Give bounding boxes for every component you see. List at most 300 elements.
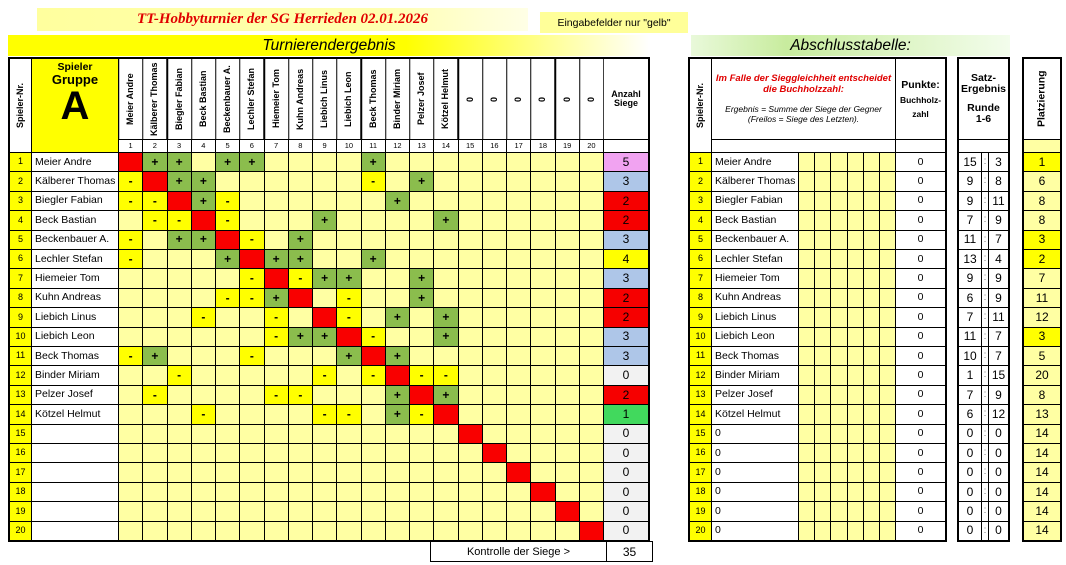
matrix-cell[interactable]: [143, 522, 166, 540]
matrix-cell[interactable]: [410, 522, 433, 540]
matrix-cell[interactable]: [192, 444, 215, 462]
round-input[interactable]: [880, 308, 895, 326]
matrix-cell[interactable]: [143, 425, 166, 443]
matrix-cell[interactable]: [216, 328, 239, 346]
round-input[interactable]: [831, 425, 846, 443]
matrix-cell[interactable]: [580, 328, 603, 346]
matrix-cell[interactable]: [168, 502, 191, 520]
matrix-cell[interactable]: [119, 502, 142, 520]
matrix-cell[interactable]: [119, 366, 142, 384]
matrix-cell[interactable]: +: [410, 269, 433, 287]
matrix-cell[interactable]: [240, 366, 263, 384]
matrix-cell[interactable]: +: [410, 289, 433, 307]
matrix-cell[interactable]: +: [143, 347, 166, 365]
matrix-cell[interactable]: [580, 172, 603, 190]
matrix-cell[interactable]: [507, 483, 530, 501]
matrix-cell[interactable]: [459, 347, 482, 365]
round-input[interactable]: [864, 250, 879, 268]
round-input[interactable]: [880, 444, 895, 462]
matrix-cell[interactable]: [119, 269, 142, 287]
matrix-cell[interactable]: [143, 308, 166, 326]
round-input[interactable]: [831, 328, 846, 346]
matrix-cell[interactable]: [386, 269, 409, 287]
round-input[interactable]: [799, 153, 814, 171]
matrix-cell[interactable]: [192, 425, 215, 443]
matrix-cell[interactable]: [362, 522, 385, 540]
matrix-cell[interactable]: -: [240, 231, 263, 249]
round-input[interactable]: [848, 444, 863, 462]
matrix-cell[interactable]: [119, 444, 142, 462]
round-input[interactable]: [799, 444, 814, 462]
round-input[interactable]: [799, 502, 814, 520]
matrix-cell[interactable]: [192, 502, 215, 520]
matrix-cell[interactable]: [240, 463, 263, 481]
matrix-cell[interactable]: -: [143, 211, 166, 229]
matrix-cell[interactable]: [459, 483, 482, 501]
matrix-cell[interactable]: [265, 425, 288, 443]
matrix-cell[interactable]: [289, 444, 312, 462]
matrix-cell[interactable]: [531, 463, 554, 481]
round-input[interactable]: [831, 405, 846, 423]
matrix-cell[interactable]: [459, 250, 482, 268]
matrix-cell[interactable]: [240, 211, 263, 229]
round-input[interactable]: [880, 522, 895, 540]
matrix-cell[interactable]: [168, 522, 191, 540]
matrix-cell[interactable]: +: [337, 347, 360, 365]
matrix-cell[interactable]: [556, 250, 579, 268]
matrix-cell[interactable]: -: [240, 289, 263, 307]
matrix-cell[interactable]: [483, 328, 506, 346]
matrix-cell[interactable]: -: [410, 405, 433, 423]
matrix-cell[interactable]: -: [265, 308, 288, 326]
matrix-cell[interactable]: [265, 172, 288, 190]
round-input[interactable]: [880, 463, 895, 481]
round-input[interactable]: [864, 328, 879, 346]
matrix-cell[interactable]: [483, 425, 506, 443]
round-input[interactable]: [864, 405, 879, 423]
round-input[interactable]: [880, 153, 895, 171]
matrix-cell[interactable]: [265, 192, 288, 210]
matrix-cell[interactable]: [119, 405, 142, 423]
round-input[interactable]: [864, 502, 879, 520]
matrix-cell[interactable]: [386, 463, 409, 481]
matrix-cell[interactable]: [362, 502, 385, 520]
round-input[interactable]: [799, 522, 814, 540]
matrix-cell[interactable]: [459, 366, 482, 384]
matrix-cell[interactable]: [580, 366, 603, 384]
matrix-cell[interactable]: [143, 483, 166, 501]
matrix-cell[interactable]: [483, 347, 506, 365]
round-input[interactable]: [799, 366, 814, 384]
matrix-cell[interactable]: [410, 463, 433, 481]
matrix-cell[interactable]: [168, 483, 191, 501]
matrix-cell[interactable]: [265, 522, 288, 540]
matrix-cell[interactable]: [362, 405, 385, 423]
matrix-cell[interactable]: -: [119, 192, 142, 210]
matrix-cell[interactable]: [434, 347, 457, 365]
matrix-cell[interactable]: [168, 269, 191, 287]
matrix-cell[interactable]: -: [337, 289, 360, 307]
matrix-cell[interactable]: +: [386, 386, 409, 404]
round-input[interactable]: [880, 386, 895, 404]
matrix-cell[interactable]: [410, 502, 433, 520]
round-input[interactable]: [799, 269, 814, 287]
matrix-cell[interactable]: [168, 463, 191, 481]
round-input[interactable]: [848, 231, 863, 249]
matrix-cell[interactable]: -: [143, 192, 166, 210]
matrix-cell[interactable]: [434, 522, 457, 540]
matrix-cell[interactable]: [265, 502, 288, 520]
matrix-cell[interactable]: [240, 483, 263, 501]
round-input[interactable]: [831, 211, 846, 229]
matrix-cell[interactable]: [289, 463, 312, 481]
matrix-cell[interactable]: [483, 483, 506, 501]
round-input[interactable]: [880, 328, 895, 346]
matrix-cell[interactable]: [507, 444, 530, 462]
matrix-cell[interactable]: [386, 502, 409, 520]
matrix-cell[interactable]: [459, 308, 482, 326]
round-input[interactable]: [799, 347, 814, 365]
round-input[interactable]: [880, 289, 895, 307]
matrix-cell[interactable]: [434, 192, 457, 210]
matrix-cell[interactable]: [531, 366, 554, 384]
matrix-cell[interactable]: [143, 502, 166, 520]
round-input[interactable]: [848, 250, 863, 268]
matrix-cell[interactable]: [434, 502, 457, 520]
matrix-cell[interactable]: [483, 172, 506, 190]
matrix-cell[interactable]: [168, 405, 191, 423]
matrix-cell[interactable]: [556, 463, 579, 481]
matrix-cell[interactable]: [289, 522, 312, 540]
matrix-cell[interactable]: [556, 328, 579, 346]
round-input[interactable]: [831, 386, 846, 404]
matrix-cell[interactable]: [119, 308, 142, 326]
matrix-cell[interactable]: [507, 347, 530, 365]
matrix-cell[interactable]: +: [362, 153, 385, 171]
matrix-cell[interactable]: [216, 347, 239, 365]
round-input[interactable]: [815, 444, 830, 462]
matrix-cell[interactable]: -: [240, 269, 263, 287]
round-input[interactable]: [864, 308, 879, 326]
matrix-cell[interactable]: [507, 386, 530, 404]
matrix-cell[interactable]: -: [362, 328, 385, 346]
matrix-cell[interactable]: [192, 366, 215, 384]
matrix-cell[interactable]: -: [313, 405, 336, 423]
matrix-cell[interactable]: -: [119, 347, 142, 365]
matrix-cell[interactable]: [434, 289, 457, 307]
round-input[interactable]: [848, 347, 863, 365]
matrix-cell[interactable]: [313, 522, 336, 540]
matrix-cell[interactable]: [192, 483, 215, 501]
matrix-cell[interactable]: [168, 250, 191, 268]
matrix-cell[interactable]: [119, 463, 142, 481]
matrix-cell[interactable]: [459, 289, 482, 307]
matrix-cell[interactable]: [483, 522, 506, 540]
matrix-cell[interactable]: [362, 444, 385, 462]
round-input[interactable]: [815, 386, 830, 404]
matrix-cell[interactable]: [386, 425, 409, 443]
matrix-cell[interactable]: [192, 522, 215, 540]
matrix-cell[interactable]: [580, 250, 603, 268]
matrix-cell[interactable]: [192, 328, 215, 346]
matrix-cell[interactable]: [168, 289, 191, 307]
matrix-cell[interactable]: [313, 192, 336, 210]
round-input[interactable]: [831, 231, 846, 249]
matrix-cell[interactable]: [531, 308, 554, 326]
matrix-cell[interactable]: [580, 231, 603, 249]
matrix-cell[interactable]: -: [216, 289, 239, 307]
matrix-cell[interactable]: [483, 250, 506, 268]
matrix-cell[interactable]: +: [289, 250, 312, 268]
matrix-cell[interactable]: [265, 153, 288, 171]
matrix-cell[interactable]: [216, 269, 239, 287]
matrix-cell[interactable]: [556, 347, 579, 365]
round-input[interactable]: [799, 308, 814, 326]
round-input[interactable]: [831, 250, 846, 268]
matrix-cell[interactable]: [386, 483, 409, 501]
matrix-cell[interactable]: [240, 192, 263, 210]
matrix-cell[interactable]: [313, 250, 336, 268]
matrix-cell[interactable]: [313, 483, 336, 501]
round-input[interactable]: [815, 211, 830, 229]
matrix-cell[interactable]: [216, 425, 239, 443]
matrix-cell[interactable]: [289, 153, 312, 171]
matrix-cell[interactable]: [580, 289, 603, 307]
round-input[interactable]: [815, 250, 830, 268]
matrix-cell[interactable]: [410, 250, 433, 268]
matrix-cell[interactable]: [483, 308, 506, 326]
matrix-cell[interactable]: +: [289, 328, 312, 346]
round-input[interactable]: [880, 172, 895, 190]
matrix-cell[interactable]: [434, 172, 457, 190]
matrix-cell[interactable]: [386, 231, 409, 249]
matrix-cell[interactable]: [580, 347, 603, 365]
matrix-cell[interactable]: [459, 444, 482, 462]
matrix-cell[interactable]: [580, 463, 603, 481]
matrix-cell[interactable]: [580, 211, 603, 229]
matrix-cell[interactable]: [289, 172, 312, 190]
matrix-cell[interactable]: +: [386, 308, 409, 326]
matrix-cell[interactable]: [313, 463, 336, 481]
matrix-cell[interactable]: [240, 405, 263, 423]
matrix-cell[interactable]: [580, 269, 603, 287]
matrix-cell[interactable]: [507, 366, 530, 384]
matrix-cell[interactable]: [216, 405, 239, 423]
matrix-cell[interactable]: [216, 502, 239, 520]
matrix-cell[interactable]: [192, 250, 215, 268]
matrix-cell[interactable]: [386, 250, 409, 268]
round-input[interactable]: [799, 386, 814, 404]
round-input[interactable]: [799, 463, 814, 481]
round-input[interactable]: [831, 483, 846, 501]
matrix-cell[interactable]: [459, 502, 482, 520]
matrix-cell[interactable]: [556, 522, 579, 540]
matrix-cell[interactable]: [168, 444, 191, 462]
matrix-cell[interactable]: [216, 483, 239, 501]
round-input[interactable]: [831, 269, 846, 287]
matrix-cell[interactable]: +: [192, 172, 215, 190]
matrix-cell[interactable]: [580, 386, 603, 404]
matrix-cell[interactable]: [240, 308, 263, 326]
matrix-cell[interactable]: [410, 483, 433, 501]
matrix-cell[interactable]: [580, 483, 603, 501]
matrix-cell[interactable]: [192, 269, 215, 287]
round-input[interactable]: [831, 289, 846, 307]
matrix-cell[interactable]: +: [168, 231, 191, 249]
matrix-cell[interactable]: [192, 289, 215, 307]
matrix-cell[interactable]: [143, 231, 166, 249]
round-input[interactable]: [880, 502, 895, 520]
round-input[interactable]: [880, 483, 895, 501]
matrix-cell[interactable]: [531, 250, 554, 268]
matrix-cell[interactable]: [289, 425, 312, 443]
matrix-cell[interactable]: [143, 444, 166, 462]
matrix-cell[interactable]: [216, 172, 239, 190]
round-input[interactable]: [815, 366, 830, 384]
matrix-cell[interactable]: -: [119, 172, 142, 190]
matrix-cell[interactable]: [483, 231, 506, 249]
matrix-cell[interactable]: [410, 308, 433, 326]
round-input[interactable]: [799, 289, 814, 307]
matrix-cell[interactable]: +: [362, 250, 385, 268]
matrix-cell[interactable]: [556, 153, 579, 171]
matrix-cell[interactable]: [580, 308, 603, 326]
matrix-cell[interactable]: [556, 405, 579, 423]
matrix-cell[interactable]: -: [434, 366, 457, 384]
round-input[interactable]: [799, 192, 814, 210]
round-input[interactable]: [799, 405, 814, 423]
matrix-cell[interactable]: [483, 366, 506, 384]
round-input[interactable]: [880, 405, 895, 423]
round-input[interactable]: [815, 502, 830, 520]
matrix-cell[interactable]: [556, 211, 579, 229]
round-input[interactable]: [864, 386, 879, 404]
matrix-cell[interactable]: -: [192, 308, 215, 326]
matrix-cell[interactable]: +: [192, 231, 215, 249]
matrix-cell[interactable]: [168, 425, 191, 443]
matrix-cell[interactable]: -: [192, 405, 215, 423]
round-input[interactable]: [880, 425, 895, 443]
round-input[interactable]: [799, 231, 814, 249]
round-input[interactable]: [848, 153, 863, 171]
matrix-cell[interactable]: [434, 483, 457, 501]
matrix-cell[interactable]: [289, 366, 312, 384]
round-input[interactable]: [880, 192, 895, 210]
matrix-cell[interactable]: [216, 463, 239, 481]
matrix-cell[interactable]: [265, 444, 288, 462]
matrix-cell[interactable]: [507, 502, 530, 520]
matrix-cell[interactable]: [168, 308, 191, 326]
matrix-cell[interactable]: -: [313, 366, 336, 384]
matrix-cell[interactable]: [531, 444, 554, 462]
matrix-cell[interactable]: [337, 522, 360, 540]
round-input[interactable]: [848, 386, 863, 404]
round-input[interactable]: [831, 463, 846, 481]
matrix-cell[interactable]: [265, 483, 288, 501]
matrix-cell[interactable]: +: [434, 308, 457, 326]
round-input[interactable]: [864, 483, 879, 501]
matrix-cell[interactable]: -: [265, 328, 288, 346]
matrix-cell[interactable]: +: [168, 153, 191, 171]
matrix-cell[interactable]: [362, 231, 385, 249]
matrix-cell[interactable]: [265, 347, 288, 365]
matrix-cell[interactable]: -: [119, 250, 142, 268]
matrix-cell[interactable]: [143, 463, 166, 481]
matrix-cell[interactable]: +: [386, 192, 409, 210]
round-input[interactable]: [864, 269, 879, 287]
matrix-cell[interactable]: [483, 211, 506, 229]
matrix-cell[interactable]: +: [289, 231, 312, 249]
matrix-cell[interactable]: [459, 211, 482, 229]
matrix-cell[interactable]: [313, 502, 336, 520]
matrix-cell[interactable]: [410, 347, 433, 365]
matrix-cell[interactable]: [362, 483, 385, 501]
matrix-cell[interactable]: [143, 289, 166, 307]
matrix-cell[interactable]: [507, 153, 530, 171]
round-input[interactable]: [864, 463, 879, 481]
matrix-cell[interactable]: [386, 289, 409, 307]
matrix-cell[interactable]: [313, 386, 336, 404]
matrix-cell[interactable]: [483, 463, 506, 481]
matrix-cell[interactable]: [337, 444, 360, 462]
matrix-cell[interactable]: [216, 308, 239, 326]
matrix-cell[interactable]: [556, 444, 579, 462]
matrix-cell[interactable]: [556, 289, 579, 307]
matrix-cell[interactable]: [507, 425, 530, 443]
matrix-cell[interactable]: [507, 231, 530, 249]
matrix-cell[interactable]: [410, 444, 433, 462]
matrix-cell[interactable]: -: [337, 308, 360, 326]
matrix-cell[interactable]: [337, 386, 360, 404]
matrix-cell[interactable]: -: [168, 366, 191, 384]
matrix-cell[interactable]: [337, 192, 360, 210]
matrix-cell[interactable]: [507, 328, 530, 346]
round-input[interactable]: [848, 483, 863, 501]
round-input[interactable]: [799, 328, 814, 346]
matrix-cell[interactable]: -: [143, 386, 166, 404]
matrix-cell[interactable]: [337, 231, 360, 249]
matrix-cell[interactable]: +: [240, 153, 263, 171]
round-input[interactable]: [864, 522, 879, 540]
matrix-cell[interactable]: [386, 328, 409, 346]
matrix-cell[interactable]: [240, 444, 263, 462]
matrix-cell[interactable]: [531, 192, 554, 210]
matrix-cell[interactable]: -: [240, 347, 263, 365]
round-input[interactable]: [864, 192, 879, 210]
round-input[interactable]: [880, 269, 895, 287]
matrix-cell[interactable]: [119, 522, 142, 540]
matrix-cell[interactable]: [556, 425, 579, 443]
round-input[interactable]: [848, 269, 863, 287]
matrix-cell[interactable]: [143, 366, 166, 384]
matrix-cell[interactable]: [216, 366, 239, 384]
matrix-cell[interactable]: -: [289, 269, 312, 287]
matrix-cell[interactable]: [580, 405, 603, 423]
matrix-cell[interactable]: [434, 231, 457, 249]
round-input[interactable]: [848, 463, 863, 481]
round-input[interactable]: [831, 522, 846, 540]
matrix-cell[interactable]: [265, 211, 288, 229]
matrix-cell[interactable]: [531, 269, 554, 287]
matrix-cell[interactable]: [313, 172, 336, 190]
matrix-cell[interactable]: [459, 463, 482, 481]
round-input[interactable]: [831, 366, 846, 384]
matrix-cell[interactable]: [434, 425, 457, 443]
matrix-cell[interactable]: [556, 386, 579, 404]
round-input[interactable]: [815, 231, 830, 249]
matrix-cell[interactable]: [192, 153, 215, 171]
matrix-cell[interactable]: [531, 386, 554, 404]
